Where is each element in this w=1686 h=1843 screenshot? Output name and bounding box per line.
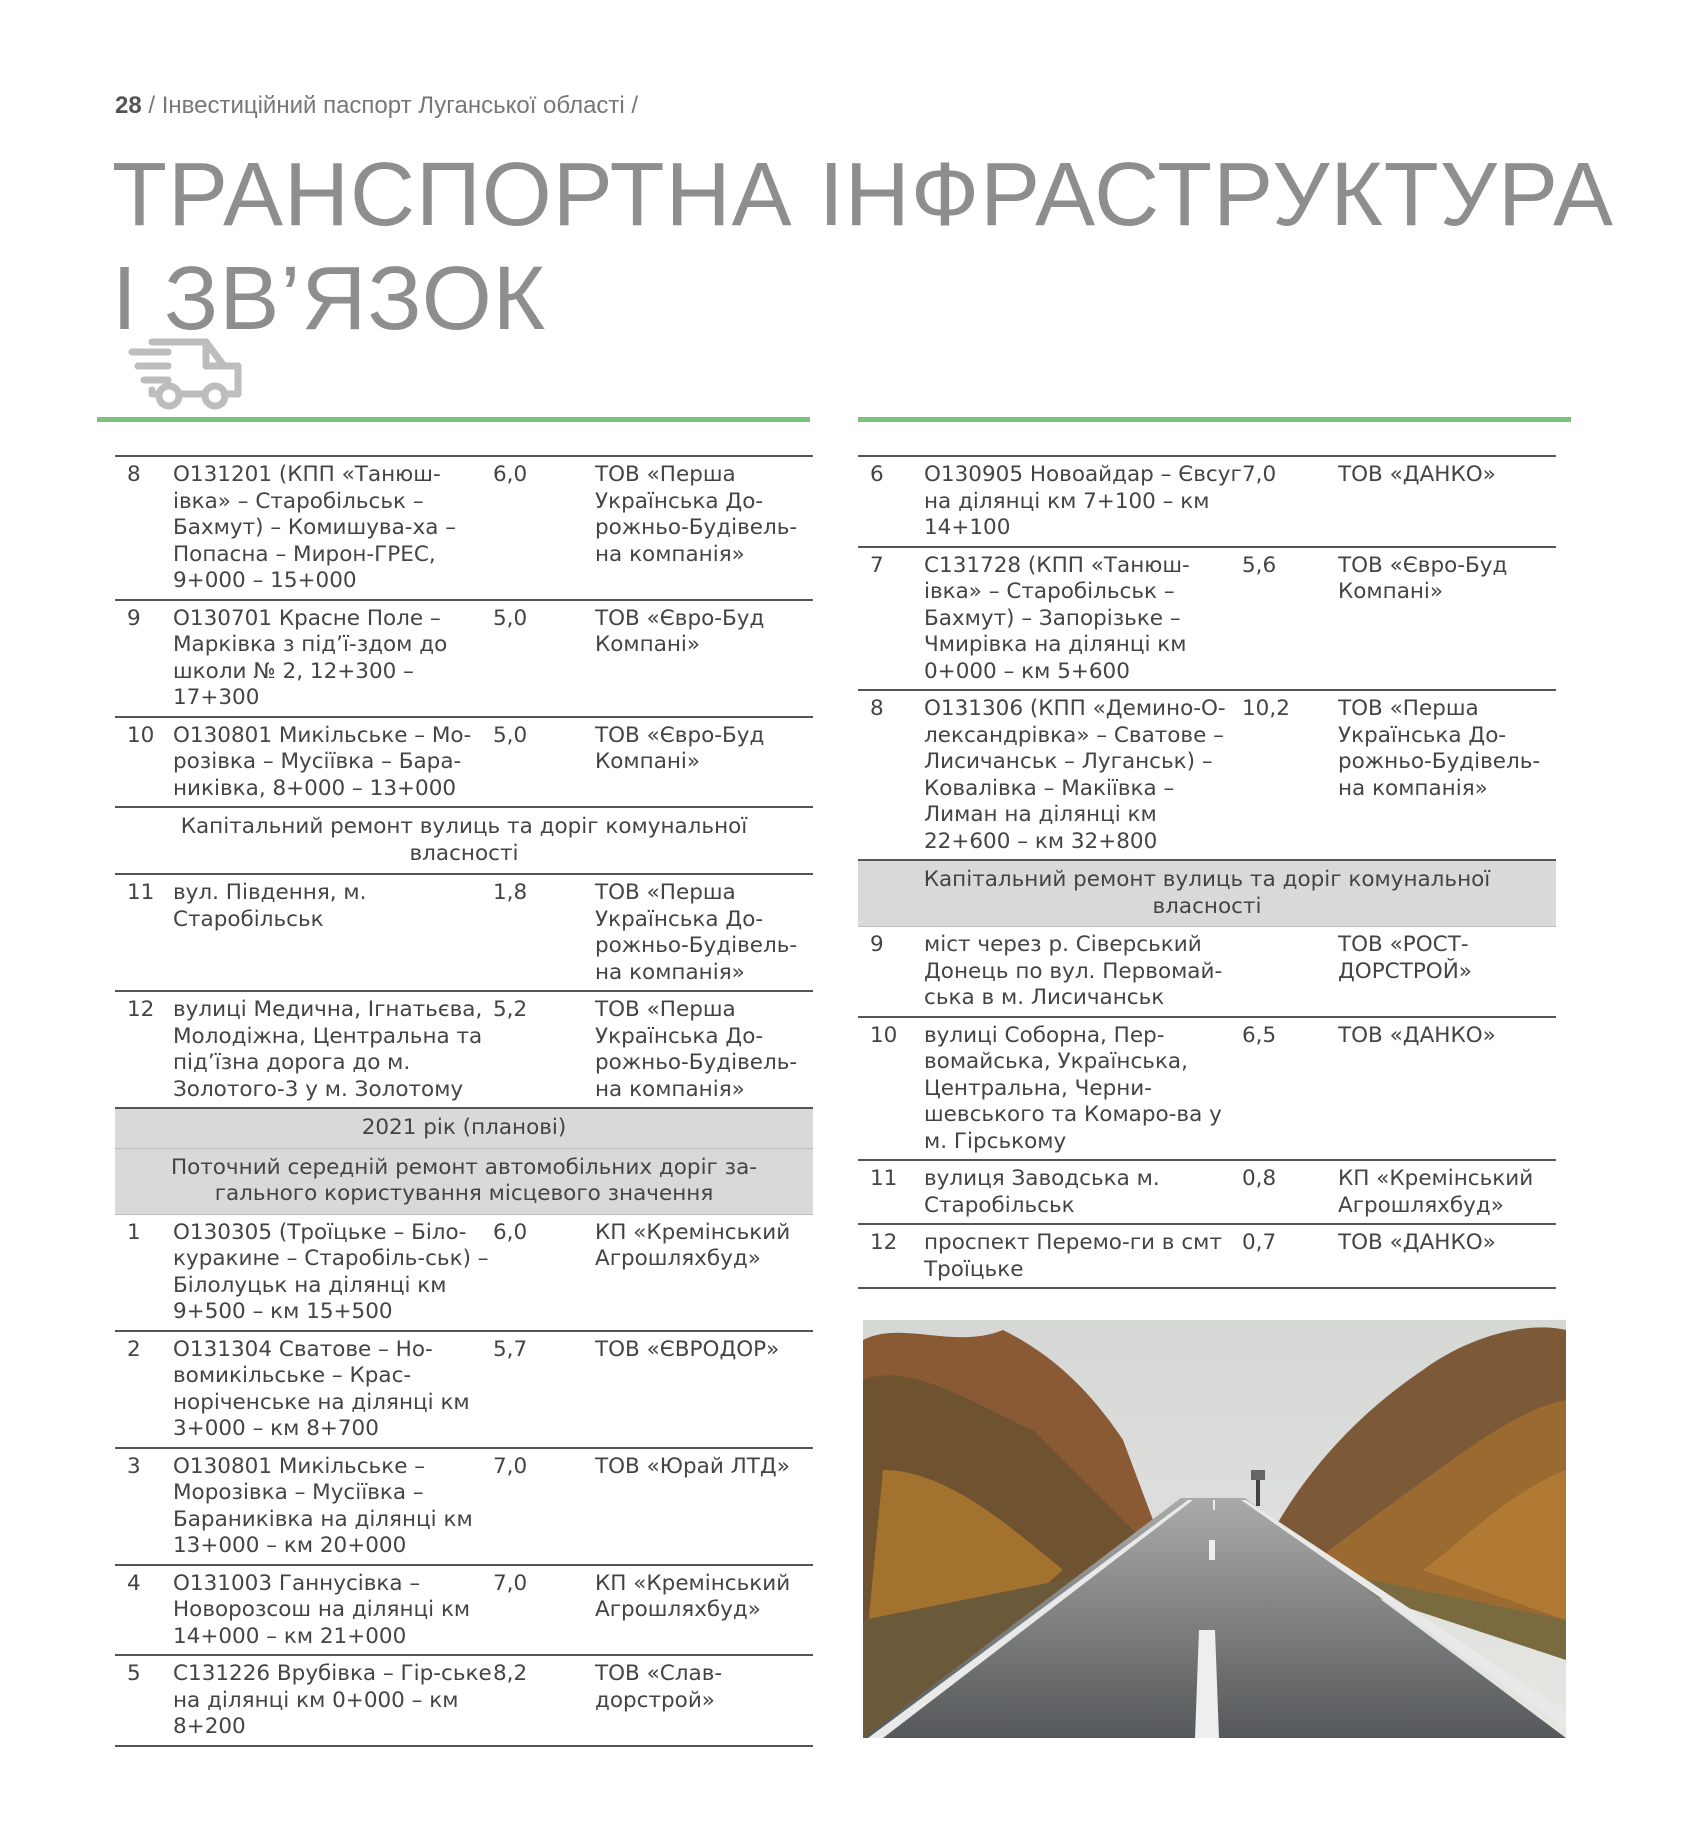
contractor-name: ТОВ «Слав-дорстрой»	[595, 1655, 813, 1746]
table-row	[858, 690, 1556, 860]
row-number: 10	[115, 717, 173, 808]
section-rule-left	[97, 417, 810, 422]
contractor-name: ТОВ «Перша Українська До-рожньо-Будівель-на компанія»	[595, 456, 813, 600]
table-row	[115, 1331, 813, 1448]
contractor-name: ТОВ «Юрай ЛТД»	[595, 1448, 813, 1565]
road-length: 7,0	[1242, 456, 1338, 547]
road-length: 10,2	[1242, 690, 1338, 860]
contractor-name: КП «Кремінський Агрошляхбуд»	[595, 1214, 813, 1331]
row-number: 1	[115, 1214, 173, 1331]
road-length: 7,0	[493, 1448, 595, 1565]
contractor-name: ТОВ «Євро-Буд Компані»	[595, 717, 813, 808]
road-name: проспект Перемо-ги в смт Троїцьке	[924, 1224, 1242, 1288]
road-name: О130905 Новоайдар – Євсуг на ділянці км 7+100 – км 14+100	[924, 456, 1242, 547]
table-row	[115, 1565, 813, 1656]
breadcrumb	[115, 92, 638, 120]
road-name: С131226 Врубівка – Гір-ське на ділянці км 0+000 – км 8+200	[173, 1655, 493, 1746]
road-name: С131728 (КПП «Танюш-івка» – Старобільськ – Бахмут) – Запорізьке – Чмирівка на ділянці км 0+000 – км 5+600	[924, 547, 1242, 691]
road-name: О130801 Микільське – Морозівка – Мусіївка – Бараниківка на ділянці км 13+000 – км 20+000	[173, 1448, 493, 1565]
right-road-table	[858, 455, 1556, 1289]
row-number: 10	[858, 1017, 924, 1161]
road-name: О130305 (Троїцьке – Біло-куракине – Старобіль-ськ) – Білолуцьк на ділянці км 9+500 – км 15+500	[173, 1214, 493, 1331]
road-length: 6,0	[493, 456, 595, 600]
contractor-name: ТОВ «Перша Українська До-рожньо-Будівель-на компанія»	[595, 874, 813, 991]
row-number: 2	[115, 1331, 173, 1448]
contractor-name: ТОВ «ДАНКО»	[1338, 1017, 1556, 1161]
road-name: О130801 Микільське – Мо-розівка – Мусіївка – Бара-никівка, 8+000 – 13+000	[173, 717, 493, 808]
contractor-name: ТОВ «РОСТ-ДОРСТРОЙ»	[1338, 927, 1556, 1017]
table-row	[858, 547, 1556, 691]
contractor-name: ТОВ «ЄВРОДОР»	[595, 1331, 813, 1448]
page-title	[112, 143, 1614, 351]
row-number: 12	[115, 991, 173, 1108]
road-length: 5,0	[493, 717, 595, 808]
road-name: міст через р. Сіверський Донець по вул. Первомай-ська в м. Лисичанськ	[924, 927, 1242, 1017]
table-row	[115, 1214, 813, 1331]
road-length: 5,7	[493, 1331, 595, 1448]
left-road-table	[115, 455, 813, 1747]
road-length: 6,5	[1242, 1017, 1338, 1161]
contractor-name: КП «Кремінський Агрошляхбуд»	[595, 1565, 813, 1656]
table-row	[858, 1017, 1556, 1161]
road-name: О131201 (КПП «Танюш-івка» – Старобільськ – Бахмут) – Комишува-ха – Попасна – Мирон-ГРЕС, 9+000 – 15+000	[173, 456, 493, 600]
road-name: вулиця Заводська м. Старобільськ	[924, 1160, 1242, 1224]
table-row	[115, 717, 813, 808]
contractor-name: ТОВ «Євро-Буд Компані»	[595, 600, 813, 717]
row-number: 6	[858, 456, 924, 547]
contractor-name: КП «Кремінський Агрошляхбуд»	[1338, 1160, 1556, 1224]
row-number: 4	[115, 1565, 173, 1656]
road-name: вулиці Соборна, Пер-вомайська, Українська, Центральна, Черни-шевського та Комаро-ва у м. Гірському	[924, 1017, 1242, 1161]
table-row	[858, 927, 1556, 1017]
row-number: 9	[858, 927, 924, 1017]
section-heading-row	[115, 1148, 813, 1214]
table-row	[115, 991, 813, 1108]
road-name: О131306 (КПП «Демино-О-лександрівка» – Сватове – Лисичанськ – Луганськ) – Ковалівка – Макіївка – Лиман на ділянці км 22+600 – км 32+800	[924, 690, 1242, 860]
road-length: 8,2	[493, 1655, 595, 1746]
road-length: 0,8	[1242, 1160, 1338, 1224]
table-row	[115, 456, 813, 600]
section-heading: Поточний середній ремонт автомобільних доріг за-гального користування місцевого значення	[115, 1148, 813, 1214]
road-length: 1,8	[493, 874, 595, 991]
contractor-name: ТОВ «ДАНКО»	[1338, 1224, 1556, 1288]
road-name: О130701 Красне Поле – Марківка з під’ї-здом до школи № 2, 12+300 – 17+300	[173, 600, 493, 717]
table-row	[115, 600, 813, 717]
delivery-truck-icon	[128, 338, 246, 410]
road-name: О131003 Ганнусівка – Новорозсош на ділянці км 14+000 – км 21+000	[173, 1565, 493, 1656]
section-heading: Капітальний ремонт вулиць та доріг комунальної власності	[858, 860, 1556, 927]
title-line-2: І ЗВ’ЯЗОК	[112, 249, 547, 349]
table-row	[858, 1224, 1556, 1288]
row-number: 12	[858, 1224, 924, 1288]
breadcrumb-text: / Інвестиційний паспорт Луганської області /	[141, 92, 639, 119]
row-number: 8	[858, 690, 924, 860]
section-heading-row	[858, 860, 1556, 927]
road-length: 0,7	[1242, 1224, 1338, 1288]
contractor-name: ТОВ «Перша Українська До-рожньо-Будівель-на компанія»	[595, 991, 813, 1108]
section-heading: 2021 рік (планові)	[115, 1108, 813, 1148]
section-rule-right	[858, 417, 1571, 422]
title-line-1: ТРАНСПОРТНА ІНФРАСТРУКТУРА	[112, 145, 1614, 245]
contractor-name: ТОВ «Перша Українська До-рожньо-Будівель-на компанія»	[1338, 690, 1556, 860]
table-row	[115, 1448, 813, 1565]
row-number: 5	[115, 1655, 173, 1746]
row-number: 3	[115, 1448, 173, 1565]
road-name: вул. Південня, м. Старобільськ	[173, 874, 493, 991]
table-row	[115, 874, 813, 991]
row-number: 8	[115, 456, 173, 600]
road-length: 5,2	[493, 991, 595, 1108]
road-length: 6,0	[493, 1214, 595, 1331]
row-number: 11	[858, 1160, 924, 1224]
section-heading-row	[115, 807, 813, 874]
section-heading-row	[115, 1108, 813, 1148]
row-number: 9	[115, 600, 173, 717]
row-number: 7	[858, 547, 924, 691]
road-name: О131304 Сватове – Но-вомикільське – Крас-норіченське на ділянці км 3+000 – км 8+700	[173, 1331, 493, 1448]
road-length: 7,0	[493, 1565, 595, 1656]
table-row	[858, 456, 1556, 547]
road-length: 5,0	[493, 600, 595, 717]
road-length: 5,6	[1242, 547, 1338, 691]
page-number: 28	[115, 92, 142, 119]
road-length	[1242, 927, 1338, 1017]
section-heading: Капітальний ремонт вулиць та доріг комунальної власності	[115, 807, 813, 874]
road-name: вулиці Медична, Ігнатьєва, Молодіжна, Центральна та під’їзна дорога до м. Золотого-3 у м. Золотому	[173, 991, 493, 1108]
road-photo	[863, 1320, 1566, 1738]
table-row	[115, 1655, 813, 1746]
row-number: 11	[115, 874, 173, 991]
table-row	[858, 1160, 1556, 1224]
contractor-name: ТОВ «ДАНКО»	[1338, 456, 1556, 547]
contractor-name: ТОВ «Євро-Буд Компані»	[1338, 547, 1556, 691]
